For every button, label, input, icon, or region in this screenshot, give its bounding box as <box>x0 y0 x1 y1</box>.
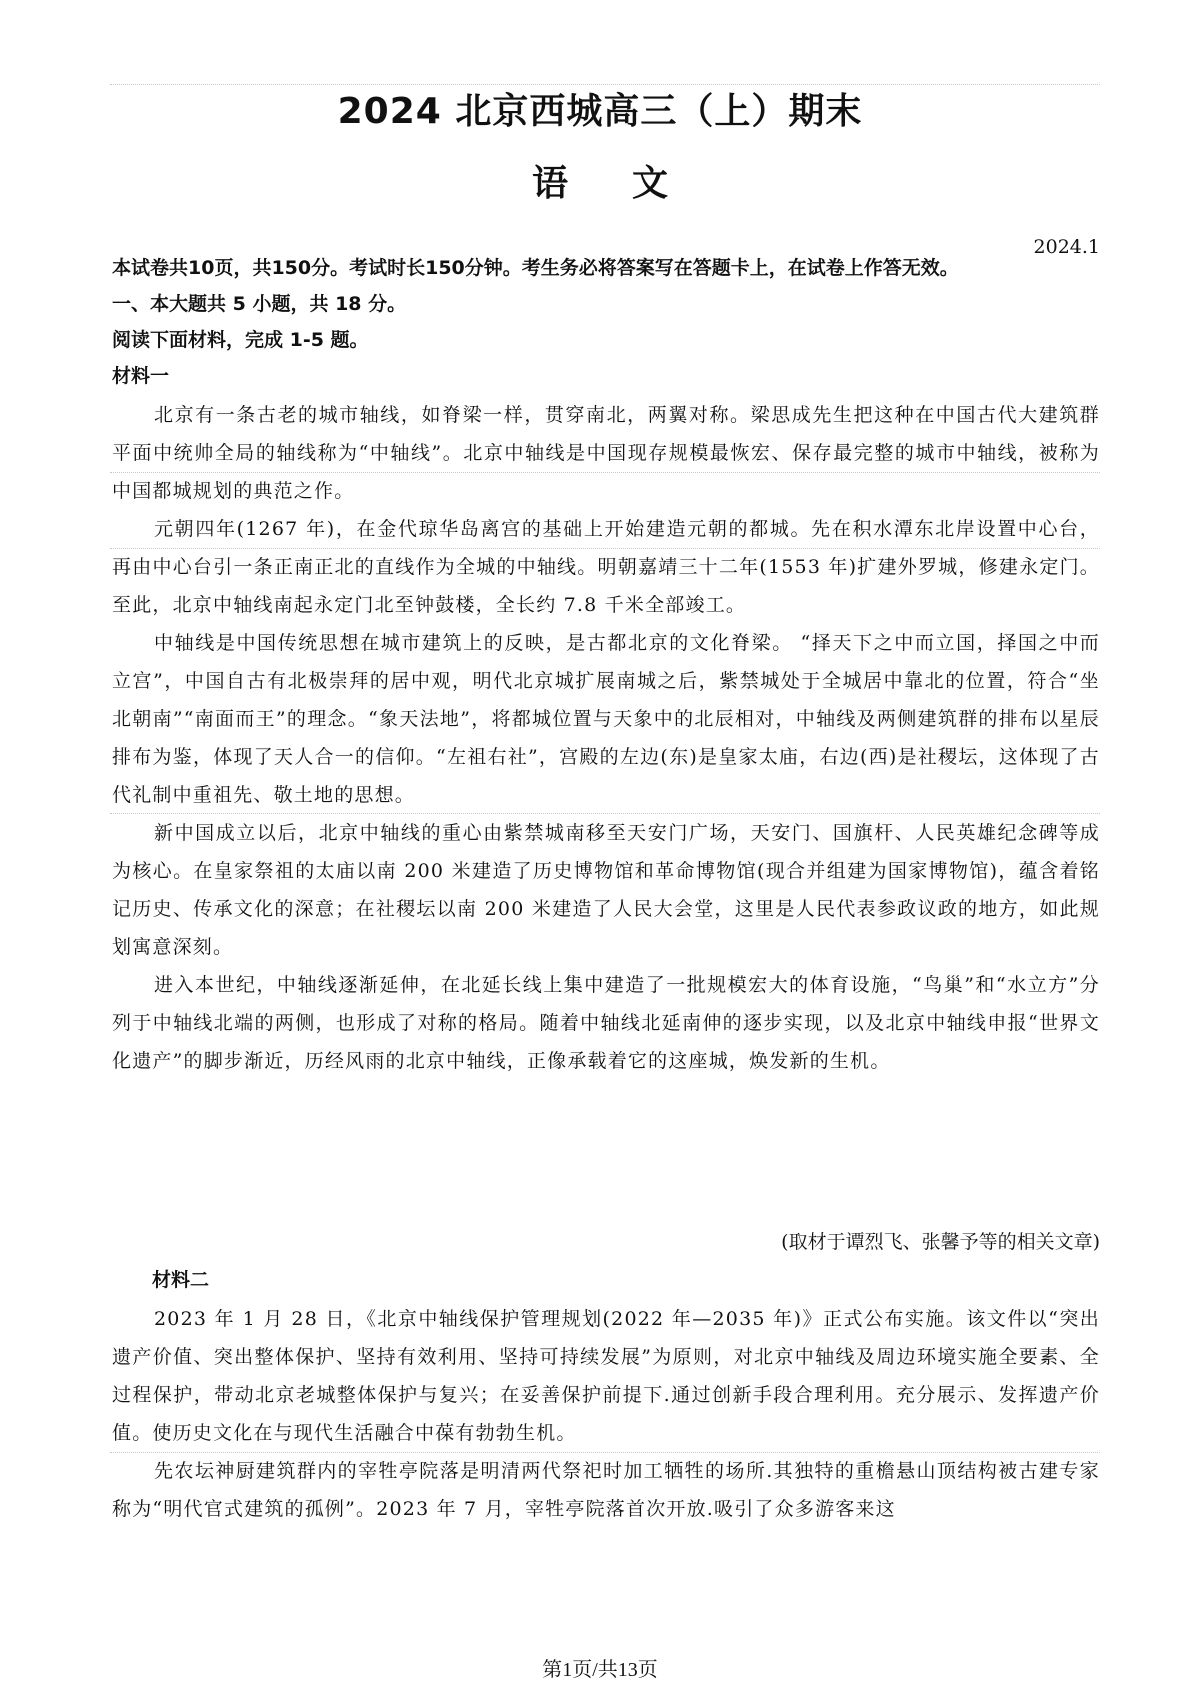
exam-date: 2024.1 <box>1033 236 1100 258</box>
exam-note: 本试卷共10页，共150分。考试时长150分钟。考生务必将答案写在答题卡上，在试卷上作答无效。 <box>112 257 959 279</box>
page-number: 第1页/共13页 <box>542 1659 658 1681</box>
section-one-heading: 一、本大题共 5 小题，共 18 分。 <box>112 293 407 315</box>
subject-title: 语文 <box>531 163 732 204</box>
material-one-paragraph-3: 中轴线是中国传统思想在城市建筑上的反映，是古都北京的文化脊梁。 “择天下之中而立国，择国之中而立宫”，中国自古有北极崇拜的居中观，明代北京城扩展南城之后，紫禁城处于全城居中靠北的位置，符合“坐北朝南”“南面而王”的理念。“象天法地”，将都城位置与天象中的北辰相对，中轴线及两侧建筑群的排布以星辰排布为鉴，体现了天人合一的信仰。“左祖右社”，宫殿的左边(东)是皇家太庙，右边(西)是社稷坛，这体现了古代礼制中重祖先、敬土地的思想。 <box>112 632 1100 806</box>
material-two-paragraph-1: 2023 年 1 月 28 日，《北京中轴线保护管理规划(2022 年—2035 年)》正式公布实施。该文件以“突出遗产价值、突出整体保护、坚持有效利用、坚持可持续发展”为原则，对北京中轴线及周边环境实施全要素、全过程保护，带动北京老城整体保护与复兴；在妥善保护前提下.通过创新手段合理利用。充分展示、发挥遗产价值。使历史文化在与现代生活融合中葆有勃勃生机。 <box>112 1308 1100 1444</box>
line-divider <box>110 472 1100 473</box>
material-two-heading: 材料二 <box>152 1269 210 1291</box>
material-one-paragraph-2: 元朝四年(1267 年)，在金代琼华岛离宫的基础上开始建造元朝的都城。先在积水潭东北岸设置中心台，再由中心台引一条正南正北的直线作为全城的中轴线。明朝嘉靖三十二年(1553 年)扩建外罗城，修建永定门。至此，北京中轴线南起永定门北至钟鼓楼，全长约 7.8 千米全部竣工。 <box>112 518 1100 616</box>
material-one-heading: 材料一 <box>112 365 170 387</box>
line-divider <box>110 548 1100 549</box>
material-one-paragraph-5: 进入本世纪，中轴线逐渐延伸，在北延长线上集中建造了一批规模宏大的体育设施，“鸟巢”和“水立方”分列于中轴线北端的两侧，也形成了对称的格局。随着中轴线北延南伸的逐步实现，以及北京中轴线申报“世界文化遗产”的脚步渐近，历经风雨的北京中轴线，正像承载着它的这座城，焕发新的生机。 <box>112 974 1100 1072</box>
material-one-paragraph-4: 新中国成立以后，北京中轴线的重心由紫禁城南移至天安门广场，天安门、国旗杆、人民英雄纪念碑等成为核心。在皇家祭祖的太庙以南 200 米建造了历史博物馆和革命博物馆(现合并组建为国家博物馆)，蕴含着铭记历史、传承文化的深意；在社稷坛以南 200 米建造了人民大会堂，这里是人民代表参政议政的地方，如此规划寓意深刻。 <box>112 822 1100 958</box>
material-one-paragraph-1: 北京有一条古老的城市轴线，如脊梁一样，贯穿南北，两翼对称。梁思成先生把这种在中国古代大建筑群平面中统帅全局的轴线称为“中轴线”。北京中轴线是中国现存规模最恢宏、保存最完整的城市中轴线，被称为中国都城规划的典范之作。 <box>112 404 1100 502</box>
material-one-source: (取材于谭烈飞、张馨予等的相关文章) <box>781 1231 1100 1253</box>
reading-prompt: 阅读下面材料，完成 1-5 题。 <box>112 329 369 351</box>
exam-title: 2024 北京西城高三（上）期末 <box>337 91 863 132</box>
material-two-paragraph-2: 先农坛神厨建筑群内的宰牲亭院落是明清两代祭祀时加工牺牲的场所.其独特的重檐悬山顶结构被古建专家称为“明代官式建筑的孤例”。2023 年 7 月，宰牲亭院落首次开放.吸引了众多游客来这 <box>112 1460 1100 1520</box>
top-divider <box>110 84 1100 85</box>
